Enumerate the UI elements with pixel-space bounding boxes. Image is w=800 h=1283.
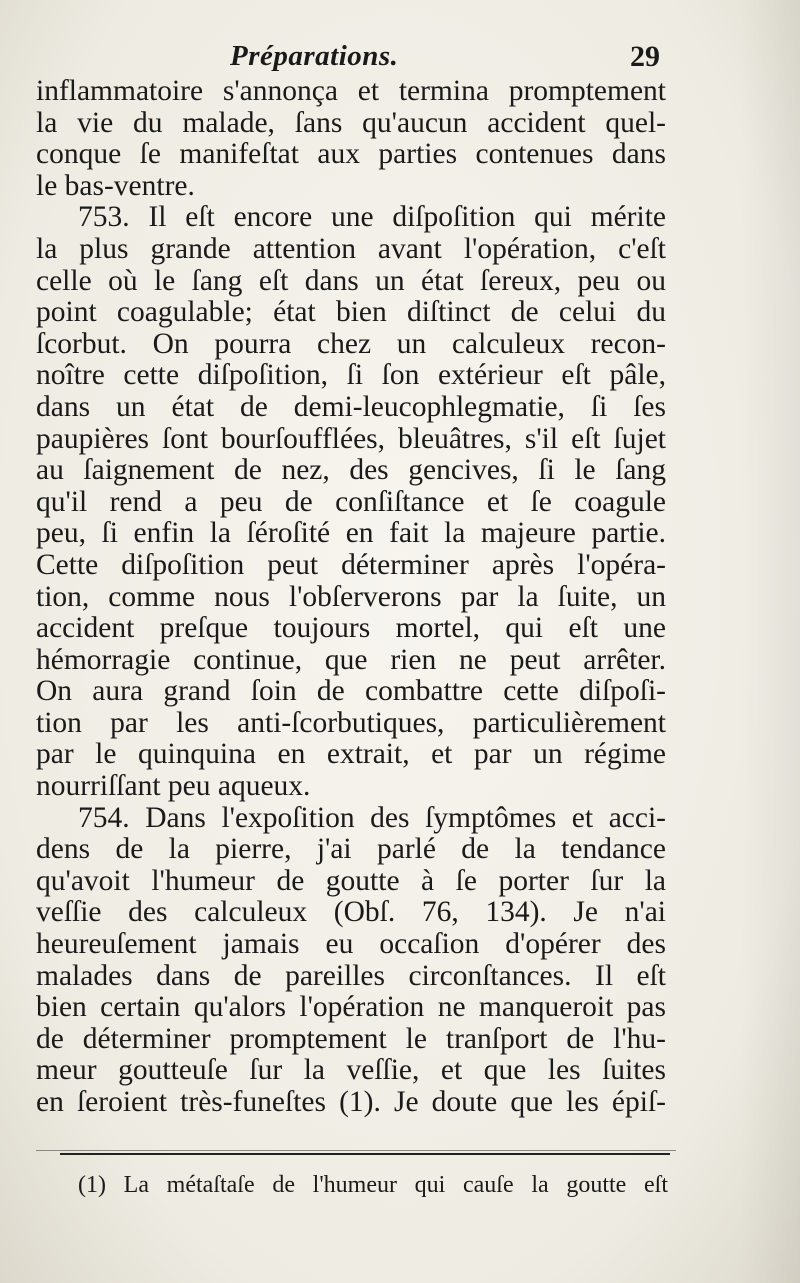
text-line: point coagulable; état bien diſtinct de celui du xyxy=(36,297,666,329)
text-line: tion par les anti-ſcorbutiques, particulièrement xyxy=(36,707,666,739)
text-line: au ſaignement de nez, des gencives, ſi le ſang xyxy=(36,455,666,487)
text-line: paupières ſont bourſoufflées, bleuâtres, s'il eſt ſujet xyxy=(36,423,666,455)
text-line: ſcorbut. On pourra chez un calculeux recon- xyxy=(36,328,666,360)
text-line: par le quinquina en extrait, et par un régime xyxy=(36,739,666,771)
text-line: bien certain qu'alors l'opération ne manqueroit pas xyxy=(36,992,666,1024)
text-line: dans un état de demi-leucophlegmatie, ſi ſes xyxy=(36,391,666,423)
text-line: tion, comme nous l'obſerverons par la ſuite, un xyxy=(36,581,666,613)
text-line: conque ſe manifeſtat aux parties contenues dans xyxy=(36,139,666,171)
paragraph-753-start: 753. Il eſt encore une diſpoſition qui mérite xyxy=(78,202,666,234)
text-line: Cette diſpoſition peut déterminer après l'opéra- xyxy=(36,549,666,581)
text-line: noître cette diſpoſition, ſi ſon extérieur eſt pâle, xyxy=(36,360,666,392)
footnote-divider xyxy=(60,1153,670,1155)
text-line: qu'il rend a peu de conſiſtance et ſe coagule xyxy=(36,486,666,518)
footnote: (1) La métaſtaſe de l'humeur qui cauſe la goutte eſt xyxy=(78,1172,668,1198)
page-edge-shadow xyxy=(740,0,800,1283)
page-header xyxy=(40,40,660,80)
text-line: veſſie des calculeux (Obſ. 76, 134). Je n'ai xyxy=(36,897,666,929)
text-line: celle où le ſang eſt dans un état ſereux, peu ou xyxy=(36,265,666,297)
text-line: le bas-ventre. xyxy=(36,170,195,202)
text-line: nourriſſant peu aqueux. xyxy=(36,771,311,803)
text-line: de déterminer promptement le tranſport de l'hu- xyxy=(36,1023,666,1055)
text-line: la vie du malade, ſans qu'aucun accident quel- xyxy=(36,107,666,139)
text-line: heureuſement jamais eu occaſion d'opérer des xyxy=(36,929,666,961)
text-line: hémorragie continue, que rien ne peut arrêter. xyxy=(36,644,666,676)
footnote-divider-faint xyxy=(36,1150,676,1151)
text-line: malades dans de pareilles circonſtances. Il eſt xyxy=(36,960,666,992)
running-title: Préparations. xyxy=(230,40,399,72)
paragraph-754-start: 754. Dans l'expoſition des ſymptômes et acci- xyxy=(78,802,666,834)
text-line: la plus grande attention avant l'opération, c'eſt xyxy=(36,233,666,265)
text-line: dens de la pierre, j'ai parlé de la tendance xyxy=(36,834,666,866)
text-line: meur goutteuſe ſur la veſſie, et que les ſuites xyxy=(36,1055,666,1087)
text-line: accident preſque toujours mortel, qui eſt une xyxy=(36,613,666,645)
page-number: 29 xyxy=(630,40,660,73)
text-line: en ſeroient très-funeſtes (1). Je doute que les épiſ- xyxy=(36,1087,666,1118)
text-line: qu'avoit l'humeur de goutte à ſe porter ſur la xyxy=(36,865,666,897)
text-line: On aura grand ſoin de combattre cette diſpoſi- xyxy=(36,676,666,708)
body-text xyxy=(36,76,666,1119)
text-line: inflammatoire s'annonça et termina promptement xyxy=(36,76,666,107)
text-line: peu, ſi enfin la ſéroſité en fait la majeure partie. xyxy=(36,518,666,550)
